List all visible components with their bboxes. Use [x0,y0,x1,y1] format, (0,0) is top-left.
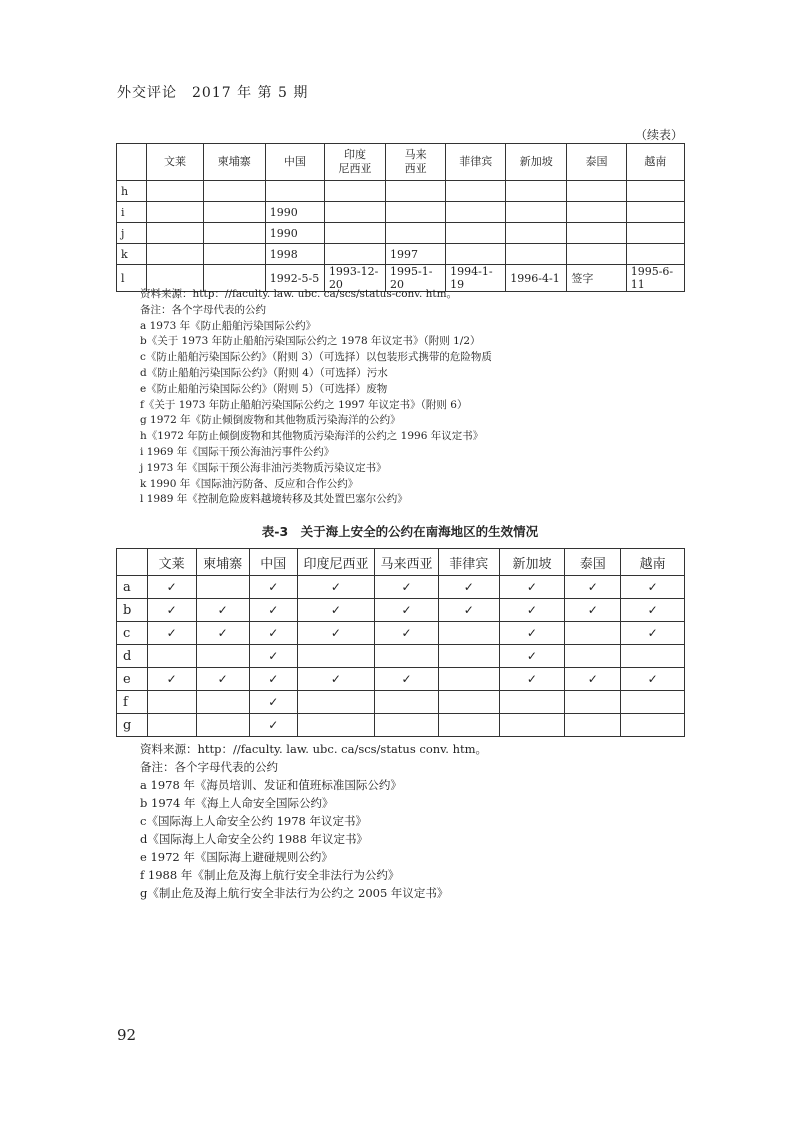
column-header [117,549,148,576]
table-row [117,244,685,265]
running-header: 外交评论 2017 年 第 5 期 [117,85,309,101]
row-key-cell: k [117,244,147,265]
table-cell [565,645,621,668]
column-header: 文莱 [147,549,196,576]
table-cell [506,181,567,202]
table-cell: ✓ [249,691,297,714]
table-cell [386,202,446,223]
note-line: 备注：各个字母代表的公约 [140,760,278,774]
row-key-cell: j [117,223,147,244]
table-cell [446,202,506,223]
table-cell: ✓ [249,622,297,645]
table-row [117,599,685,622]
table-cell: 1993-12-20 [324,265,385,292]
table-cell [147,645,196,668]
table-cell: ✓ [196,599,249,622]
table-header-row [117,549,685,576]
column-header: 菲律宾 [438,549,499,576]
table-cell: 1998 [265,244,324,265]
table-cell [386,181,446,202]
column-header: 泰国 [567,144,626,181]
table-cell [147,714,196,737]
table-cell: ✓ [147,668,196,691]
table-row [117,576,685,599]
table-cell [446,244,506,265]
column-header: 中国 [265,144,324,181]
table-row [117,181,685,202]
column-header: 泰国 [565,549,621,576]
note-line: l 1989 年《控制危险废料越境转移及其处置巴塞尔公约》 [140,493,408,506]
table-cell [499,691,565,714]
table-cell [626,223,684,244]
table-cell [147,223,203,244]
table-row [117,691,685,714]
column-header: 文莱 [147,144,203,181]
table-cell [375,714,439,737]
note-line: j 1973 年《国际干预公海非油污类物质污染议定书》 [140,461,387,474]
table-row [117,668,685,691]
table-cell: ✓ [621,599,685,622]
table-cell [506,244,567,265]
row-key-cell: b [117,599,148,622]
table-cell: ✓ [249,599,297,622]
column-header [117,144,147,181]
table-cell [147,181,203,202]
table-cell: ✓ [249,576,297,599]
column-header: 马来 西亚 [386,144,446,181]
table-cell [203,181,265,202]
row-key-cell: f [117,691,148,714]
note-line: c《国际海上人命安全公约 1978 年议定书》 [140,814,368,828]
table-cell: 1997 [386,244,446,265]
table-cell [626,244,684,265]
table-cell: ✓ [147,622,196,645]
column-header: 越南 [621,549,685,576]
table-cell [626,181,684,202]
column-header: 印度尼西亚 [297,549,374,576]
row-key-cell: g [117,714,148,737]
row-key-cell: e [117,668,148,691]
table-cell: ✓ [147,599,196,622]
table-cell [375,645,439,668]
table-cell: ✓ [375,576,439,599]
table-row [117,645,685,668]
column-header: 柬埔寨 [196,549,249,576]
note-line: f《关于 1973 年防止船舶污染国际公约之 1997 年议定书》（附则 6） [140,398,468,411]
row-key-cell: c [117,622,148,645]
table-cell [438,622,499,645]
note-line: d《国际海上人命安全公约 1988 年议定书》 [140,832,368,846]
table-cell: ✓ [249,714,297,737]
table-cell: ✓ [297,576,374,599]
note-line: k 1990 年《国际油污防备、反应和合作公约》 [140,477,359,490]
column-header: 新加坡 [499,549,565,576]
table-cell [196,714,249,737]
page-number: 92 [117,1026,137,1044]
table-cell [196,691,249,714]
note-line: b《关于 1973 年防止船舶污染国际公约之 1978 年议定书》（附则 1/2） [140,335,481,348]
table-cell: ✓ [499,576,565,599]
table-cell [565,714,621,737]
table-cell [375,691,439,714]
table-cell [203,202,265,223]
maritime-safety-table [116,548,685,737]
column-header: 柬埔寨 [203,144,265,181]
note-line: a 1978 年《海员培训、发证和值班标准国际公约》 [140,778,402,792]
table-cell: ✓ [565,599,621,622]
note-line: 资料来源：http：//faculty. law. ubc. ca/scs/status-conv. htm。 [140,288,458,300]
row-key-cell: a [117,576,148,599]
table-cell: ✓ [565,576,621,599]
table-notes [140,287,492,508]
table-cell [297,714,374,737]
table-cell [621,714,685,737]
table-cell: 1996-4-1 [506,265,567,292]
table-cell [324,181,385,202]
table-cell: ✓ [297,668,374,691]
table-cell: 1990 [265,202,324,223]
table-row [117,714,685,737]
table-cell [196,645,249,668]
table-cell [147,202,203,223]
column-header: 中国 [249,549,297,576]
table-cell [386,223,446,244]
table-cell [297,645,374,668]
table-cell: ✓ [621,622,685,645]
table-row [117,622,685,645]
note-line: c《防止船舶污染国际公约》（附则 3）（可选择）以包装形式携带的危险物质 [140,351,492,364]
table-cell [297,691,374,714]
table-cell [626,202,684,223]
table-cell [324,223,385,244]
table-cell: 签字 [567,265,626,292]
column-header: 新加坡 [506,144,567,181]
table-cell: ✓ [621,668,685,691]
table-cell: ✓ [499,622,565,645]
note-line: a 1973 年《防止船舶污染国际公约》 [140,319,317,332]
table-cell [567,244,626,265]
table-cell [499,714,565,737]
table-cell [446,181,506,202]
table-cell [567,181,626,202]
table-cell [438,668,499,691]
table-cell [506,202,567,223]
table-cell [196,576,249,599]
table-cell [567,202,626,223]
note-line: h《1972 年防止倾倒废物和其他物质污染海洋的公约之 1996 年议定书》 [140,430,484,443]
table-cell [265,181,324,202]
table-row [117,202,685,223]
note-line: 资料来源：http：//faculty. law. ubc. ca/scs/status conv. htm。 [140,742,488,756]
row-key-cell: l [117,265,147,292]
table-cell [565,691,621,714]
table-cell: ✓ [499,599,565,622]
table-cell [203,244,265,265]
row-key-cell: i [117,202,147,223]
table-header-row [117,144,685,181]
table-cell [506,223,567,244]
table-row [117,223,685,244]
column-header: 越南 [626,144,684,181]
note-line: f 1988 年《制止危及海上航行安全非法行为公约》 [140,868,400,882]
note-line: b 1974 年《海上人命安全国际公约》 [140,796,334,810]
table-cell [438,645,499,668]
column-header: 菲律宾 [446,144,506,181]
table-cell [324,202,385,223]
table-cell: 1994-1-19 [446,265,506,292]
table-cell [621,645,685,668]
table-cell: 1995-6-11 [626,265,684,292]
ratification-table-continued [116,143,685,292]
table-cell [203,223,265,244]
table-cell: ✓ [147,576,196,599]
note-line: g 1972 年《防止倾倒废物和其他物质污染海洋的公约》 [140,414,401,427]
table-cell [147,244,203,265]
table-cell: 1990 [265,223,324,244]
continued-label: （续表） [634,128,683,142]
row-key-cell: d [117,645,148,668]
table-cell: ✓ [249,668,297,691]
table-cell: ✓ [297,599,374,622]
table-cell: ✓ [375,668,439,691]
table-cell [621,691,685,714]
table-cell [567,223,626,244]
table-cell [565,622,621,645]
row-key-cell: h [117,181,147,202]
table-cell: ✓ [375,622,439,645]
note-line: e 1972 年《国际海上避碰规则公约》 [140,850,333,864]
table-cell: ✓ [196,622,249,645]
note-line: 备注：各个字母代表的公约 [140,303,266,316]
table-cell: ✓ [249,645,297,668]
note-line: g《制止危及海上航行安全非法行为公约之 2005 年议定书》 [140,886,449,900]
note-line: d《防止船舶污染国际公约》（附则 4）（可选择）污水 [140,366,388,379]
table-cell [324,244,385,265]
table-cell: ✓ [438,599,499,622]
table-cell: ✓ [438,576,499,599]
table-cell: ✓ [621,576,685,599]
table-cell: 1992-5-5 [265,265,324,292]
table-cell: 1995-1-20 [386,265,446,292]
table-cell: ✓ [375,599,439,622]
table-cell [438,691,499,714]
table-caption: 表-3 关于海上安全的公约在南海地区的生效情况 [261,524,539,539]
table-cell [147,691,196,714]
note-line: i 1969 年《国际干预公海油污事件公约》 [140,445,335,458]
table-cell: ✓ [499,668,565,691]
table-cell: ✓ [565,668,621,691]
table-cell: ✓ [196,668,249,691]
table-notes [140,740,487,902]
table-cell [438,714,499,737]
note-line: e《防止船舶污染国际公约》（附则 5）（可选择）废物 [140,382,388,395]
column-header: 印度 尼西亚 [324,144,385,181]
table-cell [446,223,506,244]
column-header: 马来西亚 [375,549,439,576]
table-cell: ✓ [297,622,374,645]
table-cell: ✓ [499,645,565,668]
